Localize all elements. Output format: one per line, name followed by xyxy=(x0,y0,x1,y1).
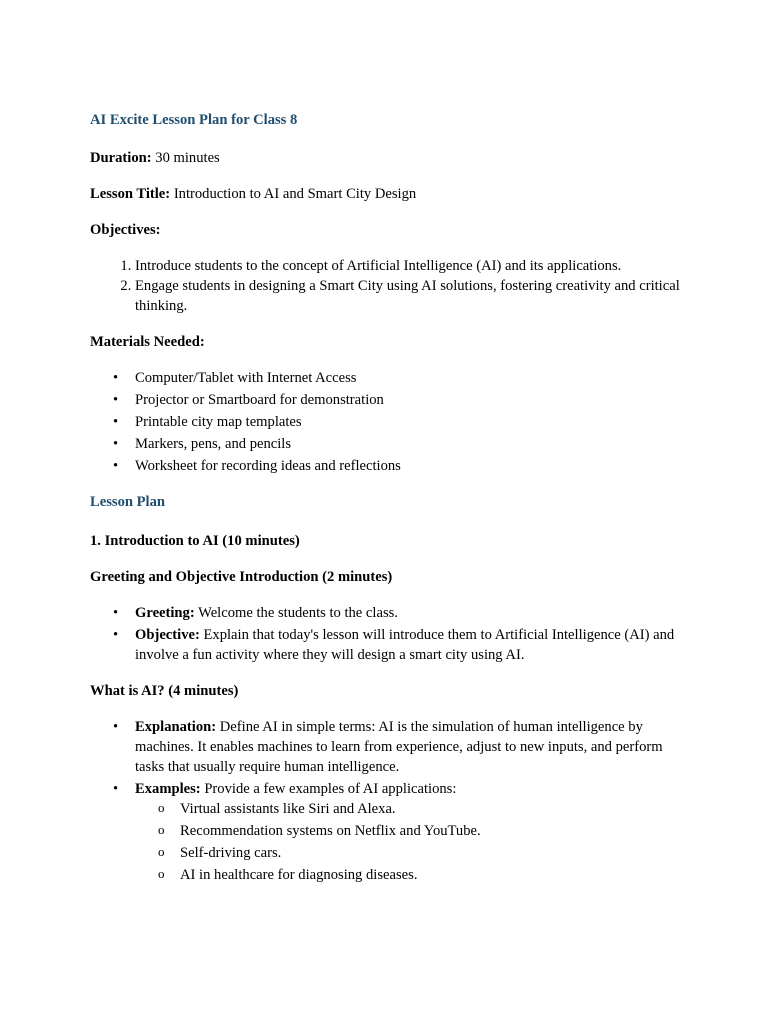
greeting-section-heading: Greeting and Objective Introduction (2 minutes) xyxy=(90,569,393,585)
section-1-heading: 1. Introduction to AI (10 minutes) xyxy=(90,533,300,549)
materials-list xyxy=(90,368,680,476)
explanation-label: Explanation: xyxy=(135,719,217,735)
examples-label: Examples: xyxy=(135,781,201,797)
examples-sublist xyxy=(135,799,680,885)
materials-label: Materials Needed: xyxy=(90,334,205,350)
example-item: o Virtual assistants like Siri and Alexa. xyxy=(180,799,680,819)
objective-intro-item xyxy=(135,625,680,665)
what-is-ai-list xyxy=(90,717,680,885)
objectives-label: Objectives: xyxy=(90,222,161,238)
duration-value: 30 minutes xyxy=(155,150,220,166)
examples-text: Provide a few examples of AI applications: xyxy=(200,781,457,797)
example-item: o Recommendation systems on Netflix and YouTube. xyxy=(180,821,680,841)
objective-item: 2. Engage students in designing a Smart City using AI solutions, fostering creativity and critical thinking. xyxy=(135,276,680,316)
lesson-title-value: Introduction to AI and Smart City Design xyxy=(173,186,417,202)
greeting-item xyxy=(135,603,680,623)
document-body xyxy=(90,110,680,901)
objective-item: 1. Introduce students to the concept of Artificial Intelligence (AI) and its applications. xyxy=(135,256,680,276)
material-item: • Worksheet for recording ideas and reflections xyxy=(135,456,680,476)
lesson-plan-heading: Lesson Plan xyxy=(90,494,166,510)
material-item: • Projector or Smartboard for demonstration xyxy=(135,390,680,410)
document-title: AI Excite Lesson Plan for Class 8 xyxy=(90,112,298,128)
lesson-title-line xyxy=(90,184,680,204)
material-item: • Printable city map templates xyxy=(135,412,680,432)
duration-line xyxy=(90,148,680,168)
material-item: • Computer/Tablet with Internet Access xyxy=(135,368,680,388)
lesson-title-label: Lesson Title: xyxy=(90,186,171,202)
duration-label: Duration: xyxy=(90,150,152,166)
objective-label: Objective: xyxy=(135,627,200,643)
material-item: • Markers, pens, and pencils xyxy=(135,434,680,454)
greeting-list xyxy=(90,603,680,665)
objectives-list xyxy=(90,256,680,316)
explanation-item xyxy=(135,717,680,777)
examples-item xyxy=(135,779,680,885)
greeting-text: Welcome the students to the class. xyxy=(194,605,398,621)
explanation-text: Define AI in simple terms: AI is the simulation of human intelligence by machines. It enables machines to learn from experience, adjust to new inputs, and perform tasks that usually require human intelligence. xyxy=(135,719,663,775)
objective-text: Explain that today's lesson will introduce them to Artificial Intelligence (AI) and involve a fun activity where they will design a smart city using AI. xyxy=(135,627,675,663)
example-item: o Self-driving cars. xyxy=(180,843,680,863)
example-item: o AI in healthcare for diagnosing diseases. xyxy=(180,865,680,885)
greeting-label: Greeting: xyxy=(135,605,195,621)
what-is-ai-heading: What is AI? (4 minutes) xyxy=(90,683,239,699)
